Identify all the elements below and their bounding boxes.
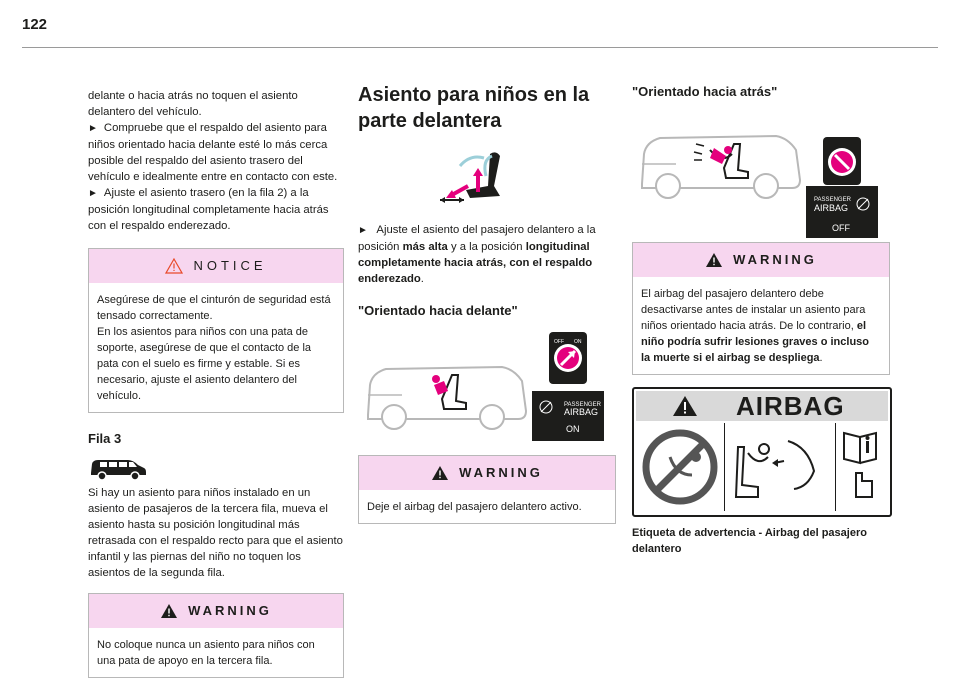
- forward-facing-figure: [358, 325, 616, 437]
- airbag-banner: [636, 391, 888, 421]
- warning-box: [632, 242, 890, 375]
- off-label: OFF: [832, 223, 850, 233]
- switch-off-label: OFF: [554, 339, 564, 345]
- switch-on-label: ON: [574, 339, 582, 345]
- warning-title: WARNING: [733, 252, 817, 267]
- warning-text: .: [819, 352, 823, 364]
- bullet-bold: longitudinal completamente hacia atrás, con el respaldo enderezado: [358, 241, 593, 285]
- manual-cell: [836, 423, 888, 511]
- notice-header: [89, 249, 343, 283]
- page-number: 122: [22, 16, 48, 33]
- notice-text: En los asientos para niños con una pata de soporte, asegúrese de que el contacto de la pata con el suelo es firme y estable. Si es necesario, ajuste el asiento delantero del vehículo.: [97, 326, 312, 402]
- airbag-deploy-cell: [725, 423, 836, 511]
- no-rear-seat-cell: [636, 423, 725, 511]
- bullet-text: Ajuste el asiento del pasajero delantero a la posición: [358, 224, 596, 253]
- warning-body: No coloque nunca un asiento para niños con una pata de apoyo en la tercera fila.: [97, 639, 315, 667]
- car-forward-child-seat-icon: [362, 355, 532, 435]
- bullet-text: y a la posición: [447, 241, 526, 253]
- warning-title: WARNING: [459, 465, 543, 480]
- section-heading: Asiento para niños en la parte delantera: [358, 84, 590, 132]
- notice-body: [89, 283, 343, 412]
- bullet-text: .: [420, 273, 424, 285]
- subsection-title: "Orientado hacia atrás": [632, 84, 778, 99]
- section-title: Fila 3: [88, 431, 122, 446]
- warning-bold-text: el niño podría sufrir lesiones graves o incluso la muerte si el airbag se despliega: [641, 320, 869, 364]
- bullet-item: [88, 185, 344, 234]
- bullet-item: [358, 222, 616, 287]
- column-2: [358, 82, 616, 524]
- passenger-label: PASSENGER: [814, 197, 851, 203]
- airbag-switch-off-icon: [822, 136, 862, 186]
- airbag-warning-label: [632, 387, 892, 517]
- warning-box: [88, 593, 344, 678]
- airbag-label: AIRBAG: [814, 203, 849, 213]
- bullet-text: Compruebe que el respaldo del asiento para niños orientado hacia delante esté lo más cerca posible del respaldo del asiento trasero del vehículo e idealmente entre en contacto con este.: [88, 122, 338, 183]
- warning-body: Deje el airbag del pasajero delantero activo.: [367, 501, 582, 513]
- warning-header: [633, 243, 889, 277]
- paragraph: delante o hacia atrás no toquen el asiento delantero del vehículo.: [88, 90, 298, 118]
- passenger-airbag-on-indicator: [532, 391, 604, 441]
- seat-adjust-icon: [430, 146, 540, 210]
- warning-title: WARNING: [188, 603, 272, 618]
- figure-caption: Etiqueta de advertencia - Airbag del pasajero delantero: [632, 527, 867, 555]
- column-3: [632, 82, 890, 557]
- no-rear-child-seat-icon: [640, 427, 720, 507]
- airbag-label: AIRBAG: [564, 407, 599, 417]
- airbag-switch-on-icon: [548, 331, 588, 385]
- warning-triangle-icon: [165, 258, 183, 274]
- airbag-deploy-icon: [728, 427, 832, 507]
- warning-triangle-icon: [160, 603, 178, 619]
- warning-triangle-icon: [431, 465, 449, 481]
- bullet-text: Ajuste el asiento trasero (en la fila 2) a la posición longitudinal completamente hacia atrás con el respaldo enderezado.: [88, 187, 329, 232]
- column-1: [88, 88, 344, 678]
- warning-header: [89, 594, 343, 628]
- read-manual-icon: [840, 427, 884, 507]
- passenger-label: PASSENGER: [564, 402, 601, 408]
- notice-text: Asegúrese de que el cinturón de seguridad está tensado correctamente.: [97, 294, 331, 322]
- warning-triangle-icon: [672, 395, 698, 417]
- warning-text: El airbag del pasajero delantero debe desactivarse antes de instalar un asiento para niños orientado hacia atrás. De lo contrario,: [641, 288, 866, 332]
- warning-body: [633, 277, 889, 374]
- passenger-airbag-off-indicator: [806, 186, 878, 238]
- rear-facing-figure: [632, 106, 890, 233]
- minivan-icon: [88, 455, 148, 481]
- on-label: ON: [566, 424, 580, 434]
- warning-header: [359, 456, 615, 490]
- child-seat-crossed-icon: [854, 196, 872, 212]
- warning-triangle-icon: [705, 252, 723, 268]
- bullet-bold: más alta: [402, 241, 448, 253]
- notice-title: NOTICE: [193, 258, 267, 273]
- header-divider: [22, 47, 938, 48]
- child-seat-crossed-icon: [536, 399, 556, 415]
- subsection-title: "Orientado hacia delante": [358, 303, 518, 318]
- airbag-banner-text: AIRBAG: [736, 391, 845, 421]
- warning-box: [358, 455, 616, 524]
- car-rear-child-seat-icon: [636, 124, 806, 204]
- notice-box: [88, 248, 344, 413]
- bullet-item: [88, 120, 344, 185]
- paragraph: Si hay un asiento para niños instalado en un asiento de pasajeros de la tercera fila, mueva el asiento hasta su posición longitudinal más retrasada con el respaldo recto para que el asiento infantil y las piernas del niño no toquen los asientos de la segunda fila.: [88, 487, 343, 579]
